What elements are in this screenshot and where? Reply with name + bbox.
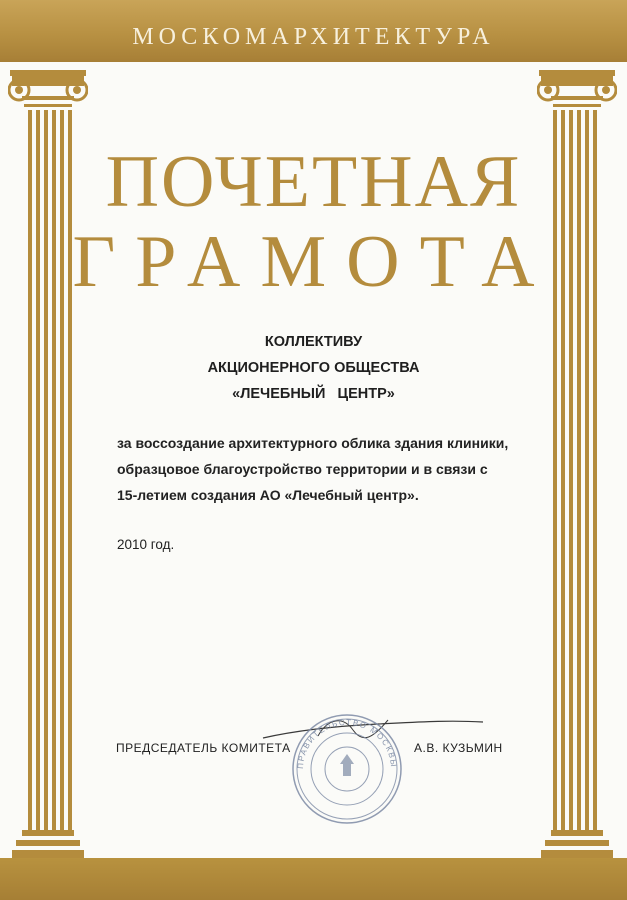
signatory-name: А.В. КУЗЬМИН: [414, 741, 503, 755]
title-line-2: ГРАМОТА: [72, 221, 555, 303]
recipient-line-2: АКЦИОНЕРНОГО ОБЩЕСТВА: [207, 360, 420, 376]
year-text: 2010 год.: [117, 537, 175, 552]
title-line-1: ПОЧЕТНАЯ: [105, 141, 522, 223]
reason-line-3: 15-летием создания АО «Лечебный центр».: [117, 487, 419, 503]
official-seal-icon: [290, 712, 404, 826]
signatory-position: ПРЕДСЕДАТЕЛЬ КОМИТЕТА: [116, 741, 291, 755]
organization-name: МОСКОМАРХИТЕКТУРА: [132, 24, 495, 50]
seal-text: ПРАВИТЕЛЬСТВО МОСКВЫ: [295, 717, 399, 770]
reason-line-1: за воссоздание архитектурного облика здания клиники,: [117, 435, 509, 451]
footer-band: [0, 858, 627, 900]
recipient-line-1: КОЛЛЕКТИВУ: [264, 334, 363, 350]
reason-line-2: образцовое благоустройство территории и в связи с: [117, 461, 488, 477]
recipient-line-3: «ЛЕЧЕБНЫЙ ЦЕНТР»: [232, 386, 395, 402]
